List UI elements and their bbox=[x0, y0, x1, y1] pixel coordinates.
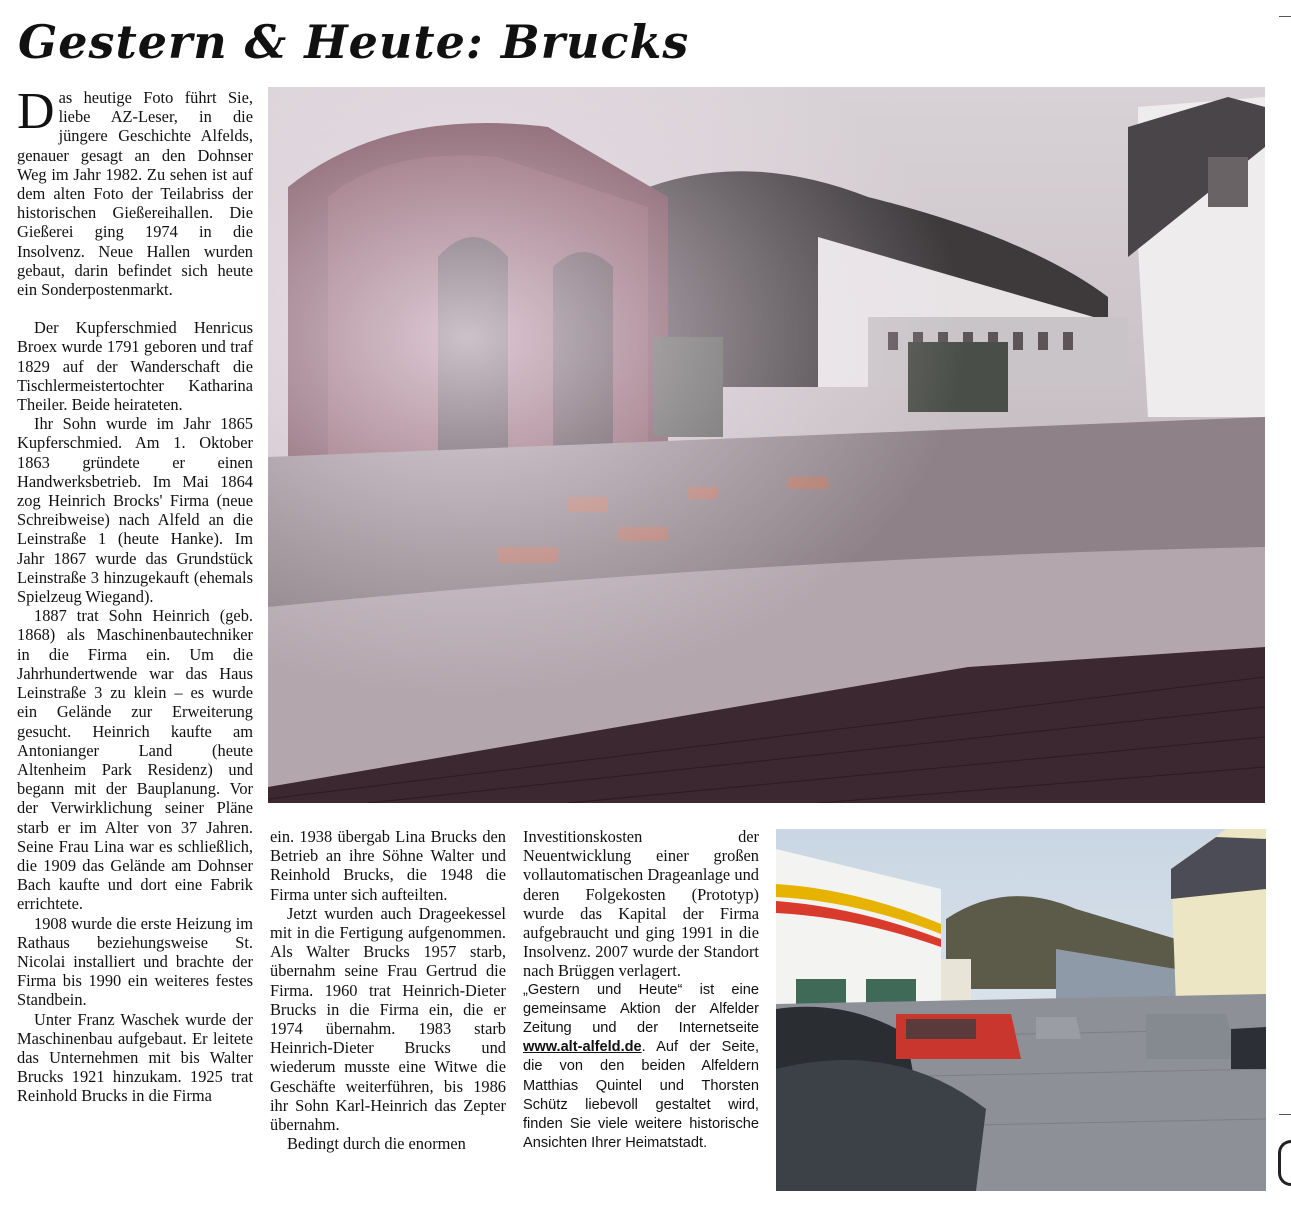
historic-photo bbox=[268, 87, 1265, 803]
historic-photo-image bbox=[268, 87, 1265, 803]
article-column-1 bbox=[17, 83, 253, 1106]
article-paragraph: 1908 wurde die erste Heizung im Rathaus beziehungsweise St. Nicolai installiert und brachte der Firma bis 1990 ein weiteres festes Standbein. bbox=[17, 913, 253, 1010]
article-paragraph: Bedingt durch die enormen bbox=[287, 1134, 466, 1154]
current-photo-image bbox=[776, 829, 1266, 1191]
dropcap: D bbox=[17, 83, 55, 140]
crop-mark-bottom bbox=[1279, 1114, 1291, 1115]
article-paragraph: Unter Franz Waschek wurde der Maschinenbau aufgebaut. Er leitete das Unternehmen mit bis Walter Brucks 1921 hinzukam. 1925 trat Reinhold Brucks in die Firma bbox=[17, 1009, 253, 1106]
article-paragraph: Investitionskosten der Neuentwicklung einer großen vollautomatischen Drageanlage und deren Folgekosten (Prototyp) wurde das Kapital der Firma aufgebraucht und ging 1991 in die Insolvenz. 2007 wurde der Standort nach Brüggen verlagert. bbox=[523, 827, 759, 981]
article-column-2 bbox=[270, 827, 506, 1153]
current-photo bbox=[776, 829, 1266, 1191]
credit-note: „Gestern und Heute“ ist eine gemeinsame Aktion der Alfelder Zeitung und der Internetseite www.alt-alfeld.de. Auf der Seite, die von den beiden Alfeldern Matthias Quintel und Thorsten Schütz liebevoll gestaltet wird, finden Sie viele weitere historische Ansichten Ihrer Heimatstadt. bbox=[523, 981, 759, 1152]
website-link[interactable]: www.alt-alfeld.de bbox=[523, 1039, 642, 1056]
page-edge-glyph bbox=[1278, 1140, 1291, 1186]
headline: Gestern & Heute: Brucks bbox=[18, 15, 690, 69]
crop-mark-top bbox=[1279, 16, 1291, 17]
article-paragraph: Jetzt wurden auch Drageekessel mit in die Fertigung aufgenommen. Als Walter Brucks 1957 starb, übernahm seine Frau Gertrud die Firma. 1960 trat Heinrich-Dieter Brucks in die Firma ein, die er 1974 übernahm. 1983 starb Heinrich-Dieter Brucks und wiederum musste eine Witwe die Geschäfte weiterführen, bis 1986 ihr Sohn Karl-Heinrich das Zepter übernahm. bbox=[270, 903, 506, 1135]
article-column-3 bbox=[523, 827, 759, 1153]
article-paragraph: 1887 trat Sohn Heinrich (geb. 1868) als Maschinenbautechniker in die Firma ein. Um die Jahrhundertwende war das Haus Leinstraße 3 zu klein – es wurde ein Gelände zur Erweiterung gesucht. Heinrich kaufte am Antonianger Land (heute Altenheim Park Residenz) und begann mit der Bauplanung. Vor der Verwirklichung seiner Pläne starb er im Alter von 37 Jahren. Seine Frau Lina war es schließlich, die 1909 das Gelände am Dohnser Bach kaufte und dort eine Fabrik errichtete. bbox=[17, 606, 253, 914]
article-paragraph: Ihr Sohn wurde im Jahr 1865 Kupferschmied. Am 1. Oktober 1863 gründete er einen Handwerksbetrieb. Im Mai 1864 zog Heinrich Brocks' Firma (neue Schreibweise) nach Alfeld an die Leinstraße 1 (heute Hanke). Im Jahr 1867 wurde das Grundstück Leinstraße 3 hinzugekauft (ehemals Spielzeug Wiegand). bbox=[17, 414, 253, 607]
article-paragraph: Der Kupferschmied Henricus Broex wurde 1791 geboren und traf 1829 auf der Wanderschaft die Tischlermeistertochter Katharina Theiler. Beide heirateten. bbox=[17, 318, 253, 415]
article-paragraph: Das heutige Foto führt Sie, liebe AZ-Leser, in die jüngere Geschichte Alfelds, genauer gesagt an den Dohnser Weg im Jahr 1982. Zu sehen ist auf dem alten Foto der Teilabriss der historischen Gießereihallen. Die Gießerei ging 1974 in die Insolvenz. Neue Hallen wurden gebaut, darin befindet sich heute ein Sonderpostenmarkt. bbox=[17, 83, 253, 300]
article-paragraph: ein. 1938 übergab Lina Brucks den Betrieb an ihre Söhne Walter und Reinhold Brucks, die 1948 die Firma unter sich aufteilten. bbox=[270, 827, 506, 904]
